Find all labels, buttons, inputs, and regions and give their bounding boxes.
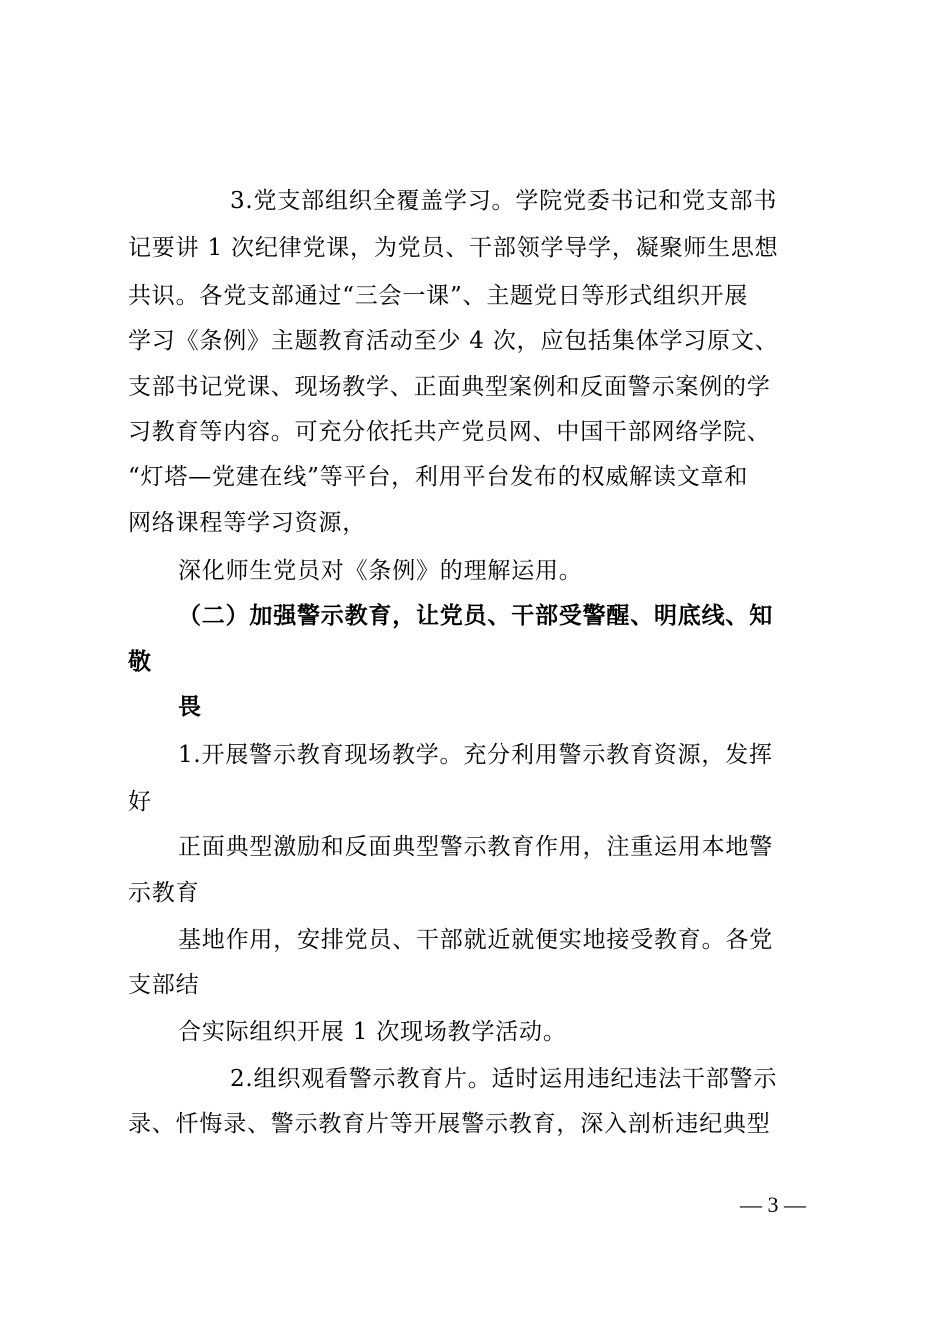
paragraph-line-3: 共识。各党支部通过“三会一课”、主题党日等形式组织开展 xyxy=(128,283,749,309)
paragraph-line-9: 深化师生党员对《条例》的理解运用。 xyxy=(178,558,583,584)
section-heading-line-2: 敬 xyxy=(128,648,152,675)
paragraph-line-10: 1.开展警示教育现场教学。充分利用警示教育资源，发挥 xyxy=(178,742,773,768)
paragraph-line-15: 支部结 xyxy=(128,972,200,998)
paragraph-line-12: 正面典型激励和反面典型警示教育作用，注重运用本地警 xyxy=(178,834,773,860)
paragraph-line-6: 习教育等内容。可充分依托共产党员网、中国干部网络学院、 xyxy=(128,419,771,445)
paragraph-line-18: 录、忏悔录、警示教育片等开展警示教育，深入剖析违纪典型 xyxy=(128,1111,771,1137)
section-heading-line-1: （二）加强警示教育，让党员、干部受警醒、明底线、知 xyxy=(178,602,773,629)
page-number: — 3 — xyxy=(740,1192,806,1217)
paragraph-line-1: 3.党支部组织全覆盖学习。学院党委书记和党支部书 xyxy=(230,188,778,214)
paragraph-line-13: 示教育 xyxy=(128,880,200,906)
section-heading-line-3: 畏 xyxy=(178,693,202,720)
paragraph-line-16: 合实际组织开展 1 次现场教学活动。 xyxy=(178,1019,567,1045)
paragraph-line-4: 学习《条例》主题教育活动至少 4 次，应包括集体学习原文、 xyxy=(128,328,779,354)
paragraph-line-14: 基地作用，安排党员、干部就近就便实地接受教育。各党 xyxy=(178,927,773,953)
paragraph-line-2: 记要讲 1 次纪律党课，为党员、干部领学导学，凝聚师生思想 xyxy=(128,235,779,261)
paragraph-line-8: 网络课程等学习资源， xyxy=(128,510,366,536)
paragraph-line-7: “灯塔—党建在线”等平台，利用平台发布的权威解读文章和 xyxy=(128,464,749,490)
paragraph-line-17: 2.组织观看警示教育片。适时运用违纪违法干部警示 xyxy=(230,1066,778,1092)
paragraph-line-5: 支部书记党课、现场教学、正面典型案例和反面警示案例的学 xyxy=(128,374,771,400)
paragraph-line-11: 好 xyxy=(128,789,152,815)
